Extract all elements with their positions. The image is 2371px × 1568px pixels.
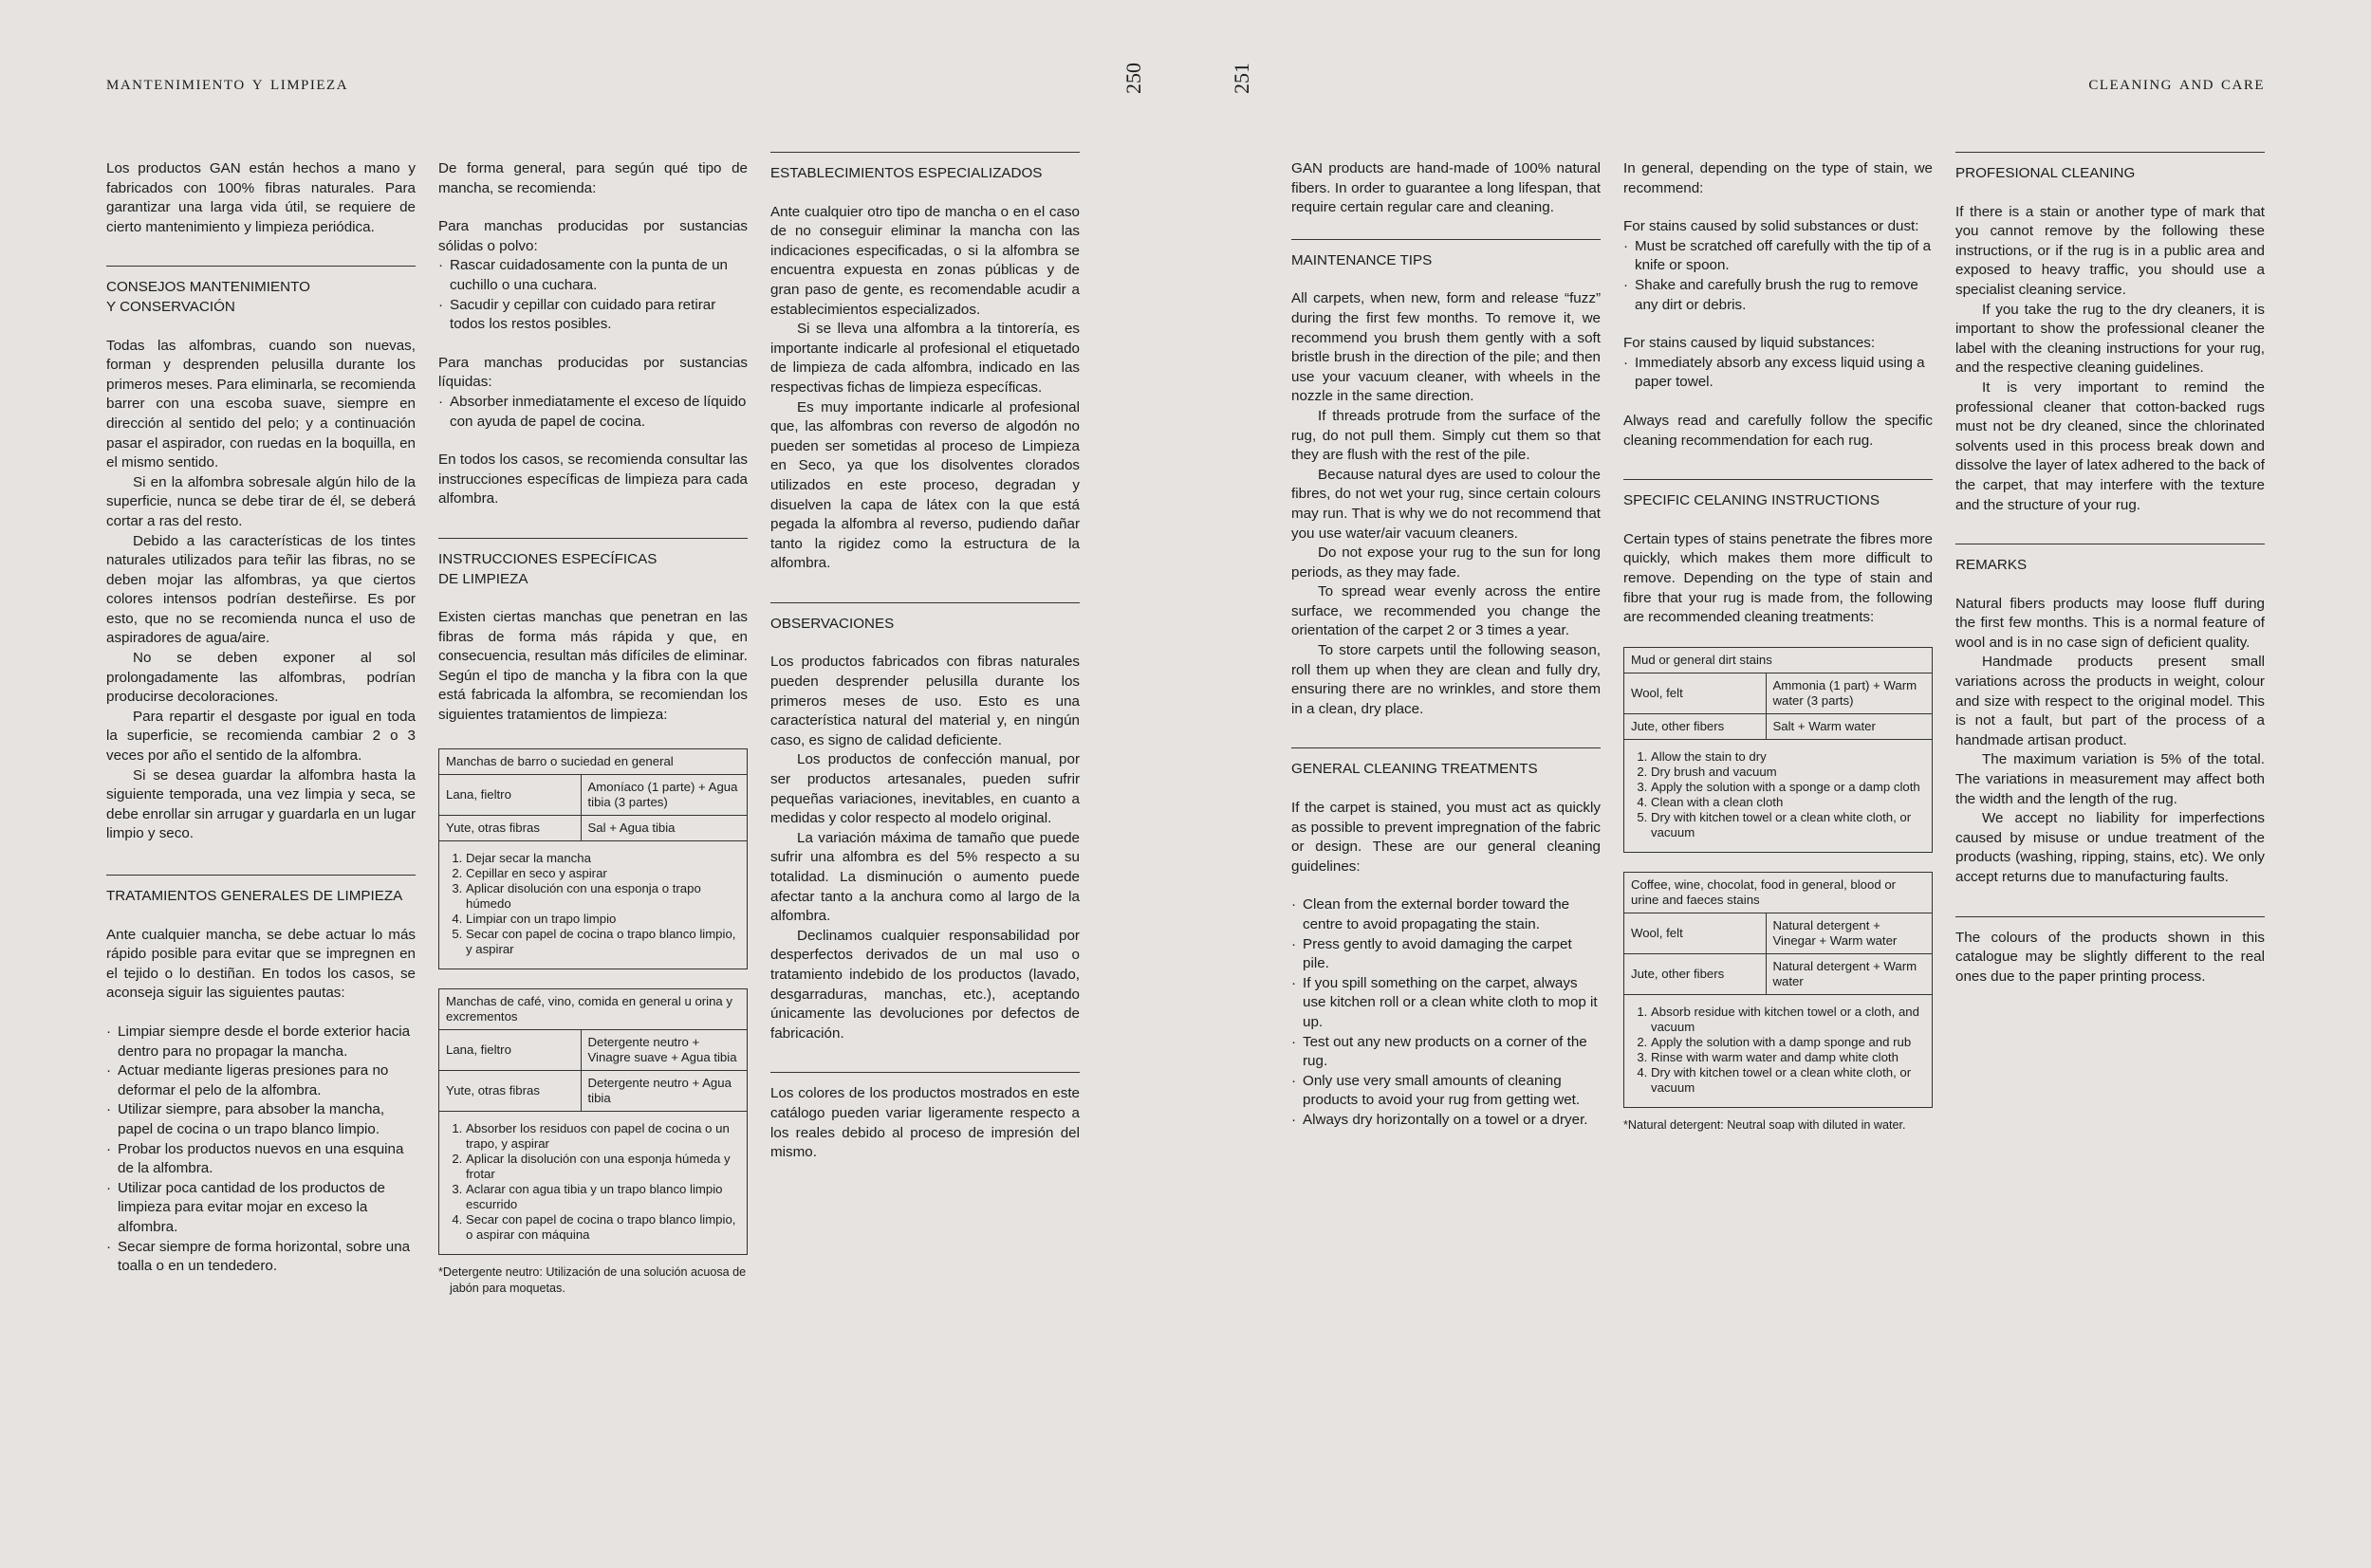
es-pro-3: Es muy importante indicarle al profesional que, las alfombras con reverso de algodón no pueden ser sometidas al proceso de Limpieza en Seco, ya que los disolventes clorados utilizados en este proceso, degradan y disuelven la capa de látex con la que está pegada la alfombra al reverso, pudiendo dañar tanto la rigidez como la estructura de la alfombra.	[770, 398, 1080, 572]
es-general-intro: Ante cualquier mancha, se debe actuar lo más rápido posible para evitar que se impregnen en el tejido o lo destiñan. En todos los casos, se aconseja siguir las siguientes pautas:	[106, 926, 416, 1002]
list-item: 4. Dry with kitchen towel or a clean white cloth, or vacuum	[1651, 1065, 1924, 1096]
es-colors-section	[770, 1072, 1080, 1162]
en-always-read: Always read and carefully follow the specific cleaning recommendation for each rug.	[1623, 412, 1933, 449]
table-header: Manchas de café, vino, comida en general u orina y excrementos	[439, 988, 748, 1029]
table-cell: Wool, felt	[1624, 673, 1767, 713]
list-item: 3. Apply the solution with a sponge or a damp cloth	[1651, 780, 1924, 795]
es-obs-section	[770, 602, 1080, 1043]
list-item: 3. Aclarar con agua tibia y un trapo blanco limpio escurrido	[466, 1182, 739, 1212]
en-tip-5: To spread wear evenly across the entire surface, we recommended you change the orientation of the carpet 2 or 3 times a year.	[1291, 583, 1601, 639]
table-cell: Detergente neutro + Agua tibia	[581, 1070, 748, 1111]
list-item: 3. Rinse with warm water and damp white cloth	[1651, 1050, 1924, 1065]
en-remark-3: The maximum variation is 5% of the total. The variations in measurement may affect both the width and the length of the rug.	[1955, 751, 2265, 807]
en-liquid-list	[1623, 354, 1933, 393]
list-item: 5. Secar con papel de cocina o trapo blanco limpio, y aspirar	[466, 927, 739, 957]
en-pro-3: It is very important to remind the professional cleaner that cotton-backed rugs must not be dry cleaned, since the chlorinated solvents used in this process break down and dissolve the layer of latex adhered to the back of the carpet, that may interfere with the texture and the structure of your rug.	[1955, 378, 2265, 513]
en-pro-1: If there is a stain or another type of mark that you cannot remove by the following these instructions, or if the rug is in a public area and exposed to heavy traffic, you should use a specialist cleaning service.	[1955, 203, 2265, 298]
en-tips-section	[1291, 239, 1601, 720]
list-item: · Test out any new products on a corner of the rug.	[1291, 1033, 1601, 1072]
list-item: · Always dry horizontally on a towel or a dryer.	[1291, 1111, 1601, 1131]
list-item: · Utilizar siempre, para absober la mancha, papel de cocina o un trapo blanco limpio.	[106, 1100, 416, 1139]
es-obs-2: Los productos de confección manual, por ser productos artesanales, pueden sufrir pequeñas variaciones, inevitables, en cuanto a medidas y color respecto al modelo original.	[770, 751, 1080, 827]
es-column-2	[438, 159, 748, 1297]
es-general-list	[106, 1023, 416, 1277]
en-specific-intro: Certain types of stains penetrate the fibres more quickly, which makes them more difficult to remove. Depending on the type of stain and fibre that your rug is made from, the following are recommended cleaning treatments:	[1623, 530, 1933, 626]
es-specific-intro: Existen ciertas manchas que penetran en las fibras de forma más rápida y que, en consecuencia, resultan más difíciles de eliminar. Según el tipo de mancha y la fibra con la que está fabricada la alfombra, se recomiendan los siguientes tratamientos de limpieza:	[438, 609, 748, 724]
es-intro: Los productos GAN están hechos a mano y fabricados con 100% fibras naturales. Para garantizar una larga vida útil, se requiere de cierto mantenimiento y limpieza periódica.	[106, 160, 416, 235]
list-item: · Actuar mediante ligeras presiones para no deformar el pelo de la alfombra.	[106, 1061, 416, 1100]
es-specific-section	[438, 538, 748, 1297]
table-steps	[1624, 994, 1933, 1107]
list-item: · Secar siempre de forma horizontal, sobre una toalla o en un tendedero.	[106, 1238, 416, 1277]
en-pro-title: PROFESIONAL CLEANING	[1955, 165, 2136, 181]
list-item: · Shake and carefully brush the rug to remove any dirt or debris.	[1623, 276, 1933, 315]
table-cell: Amoníaco (1 parte) + Agua tibia (3 partes)	[581, 774, 748, 815]
en-tip-6: To store carpets until the following season, roll them up when they are clean and fully dry, ensuring there are no wrinkles, and store them in a clean, dry place.	[1291, 642, 1601, 717]
en-pro-section	[1955, 152, 2265, 515]
en-column-2	[1623, 159, 1933, 1134]
list-item: 2. Aplicar la disolución con una esponja húmeda y frotar	[466, 1152, 739, 1182]
list-item: 1. Absorber los residuos con papel de cocina o un trapo, y aspirar	[466, 1121, 739, 1152]
en-tip-4: Do not expose your rug to the sun for long periods, as they may fade.	[1291, 544, 1601, 581]
table-cell: Natural detergent + Vinegar + Warm water	[1766, 913, 1933, 953]
left-page-number: 250	[1121, 63, 1145, 94]
en-remark-2: Handmade products present small variations across the products in weight, colour and size with respect to the original model. This is not a fault, but part of the process of a handmade artisan product.	[1955, 654, 2265, 748]
es-obs-1: Los productos fabricados con fibras naturales pueden desprender pelusilla durante los primeros meses de uso. Esto es una característica natural del material y, en ningún caso, es signo de calidad deficiente.	[770, 654, 1080, 748]
es-tip-1: Todas las alfombras, cuando son nuevas, forman y desprenden pelusilla durante los primeros meses. Para eliminarla, se recomienda barrer con una escoba suave, siempre en dirección al sentido del pelo; y a continuación pasar el aspirador, con ruedas en la boquilla, en el mismo sentido.	[106, 337, 416, 471]
list-item: 2. Dry brush and vacuum	[1651, 765, 1924, 780]
es-tips-section	[106, 266, 416, 844]
list-item: · Must be scratched off carefully with the tip of a knife or spoon.	[1623, 237, 1933, 276]
en-table-coffee	[1623, 872, 1933, 1108]
es-tip-5: Para repartir el desgaste por igual en toda la superficie, se recomienda cambiar 2 o 3 veces por año el sentido de la alfombra.	[106, 708, 416, 765]
list-item: · Immediately absorb any excess liquid using a paper towel.	[1623, 354, 1933, 393]
list-item: · Rascar cuidadosamente con la punta de un cuchillo o una cuchara.	[438, 256, 748, 295]
en-general-intro: If the carpet is stained, you must act as quickly as possible to prevent impregnation of the fabric or design. These are our general cleaning guidelines:	[1291, 800, 1601, 875]
es-pro-2: Si se lleva una alfombra a la tintorería, es importante indicarle al profesional el etiquetado de limpieza de cada alfombra, indicado en las respectivas fichas de limpieza específicas.	[770, 321, 1080, 396]
es-obs-3: La variación máxima de tamaño que puede sufrir una alfombra es del 5% respecto a su totalidad. La disminución o aumento puede afectar tanto a la anchura como al largo de la alfombra.	[770, 829, 1080, 925]
en-general-section	[1291, 747, 1601, 1130]
en-solid-intro: For stains caused by solid substances or dust:	[1623, 218, 1919, 235]
es-general-section	[106, 875, 416, 1277]
es-table-coffee	[438, 988, 748, 1255]
table-steps	[439, 1111, 748, 1254]
es-specific-title-1: INSTRUCCIONES ESPECÍFICAS	[438, 550, 658, 567]
en-specific-section	[1623, 479, 1933, 1134]
en-tip-3: Because natural dyes are used to colour the fibres, do not wet your rug, since certain colours may run. That is why we do not recommend that you use water/air vacuum cleaners.	[1291, 466, 1601, 542]
es-tips-title-1: CONSEJOS MANTENIMIENTO	[106, 279, 310, 296]
en-colors-section	[1955, 916, 2265, 987]
en-specific-title: SPECIFIC CELANING INSTRUCTIONS	[1623, 492, 1880, 509]
list-item: · If you spill something on the carpet, always use kitchen roll or a clean white cloth to mop it up.	[1291, 974, 1601, 1033]
list-item: 1. Absorb residue with kitchen towel or a cloth, and vacuum	[1651, 1005, 1924, 1035]
list-item: 2. Apply the solution with a damp sponge and rub	[1651, 1035, 1924, 1050]
list-item: · Clean from the external border toward the centre to avoid propagating the stain.	[1291, 895, 1601, 934]
es-by-stain-intro: De forma general, para según qué tipo de mancha, se recomienda:	[438, 160, 748, 196]
es-tips-title-2: Y CONSERVACIÓN	[106, 298, 235, 315]
es-solid-intro: Para manchas producidas por sustancias sólidas o polvo:	[438, 218, 748, 254]
table-cell: Lana, fieltro	[439, 774, 582, 815]
en-remarks-title: REMARKS	[1955, 557, 2028, 574]
list-item: 4. Limpiar con un trapo limpio	[466, 912, 739, 927]
en-remarks-section	[1955, 544, 2265, 888]
es-column-3	[770, 152, 1080, 1163]
en-remark-4: We accept no liability for imperfections caused by misuse or undue treatment of the products (washing, ripping, stains, etc). We only accept returns due to manufacturing faults.	[1955, 810, 2265, 885]
es-table-mud	[438, 748, 748, 969]
list-item: · Only use very small amounts of cleaning products to avoid your rug from getting wet.	[1291, 1072, 1601, 1111]
es-obs-4: Declinamos cualquier responsabilidad por desperfectos derivados de un mal uso o tratamiento indebido de los productos (lavado, desgarraduras, manchas, etc.), aceptando únicamente las devoluciones por defectos de fabricación.	[770, 927, 1080, 1042]
list-item: · Press gently to avoid damaging the carpet pile.	[1291, 935, 1601, 974]
list-item: 5. Dry with kitchen towel or a clean white cloth, or vacuum	[1651, 810, 1924, 840]
table-cell: Sal + Agua tibia	[581, 815, 748, 840]
list-item: · Probar los productos nuevos en una esquina de la alfombra.	[106, 1140, 416, 1179]
en-liquid-intro: For stains caused by liquid substances:	[1623, 335, 1876, 352]
es-tip-6: Si se desea guardar la alfombra hasta la siguiente temporada, una vez limpia y seca, se debe enrollar sin arrugar y guardarla en un lugar limpio y seco.	[106, 766, 416, 842]
list-item: 4. Clean with a clean cloth	[1651, 795, 1924, 810]
list-item: 3. Aplicar disolución con una esponja o trapo húmedo	[466, 881, 739, 912]
table-header: Mud or general dirt stains	[1624, 647, 1933, 673]
es-footnote: *Detergente neutro: Utilización de una solución acuosa de jabón para moquetas.	[438, 1264, 747, 1295]
table-steps	[1624, 739, 1933, 852]
en-by-stain-intro: In general, depending on the type of stain, we recommend:	[1623, 160, 1933, 196]
es-general-title: TRATAMIENTOS GENERALES DE LIMPIEZA	[106, 888, 403, 904]
es-liquid-intro: Para manchas producidas por sustancias líquidas:	[438, 354, 748, 391]
en-colors: The colours of the products shown in this catalogue may be slightly different to the real ones due to the paper printing process.	[1955, 929, 2265, 985]
es-all-cases: En todos los casos, se recomienda consultar las instrucciones específicas de limpieza para cada alfombra.	[438, 452, 748, 507]
en-column-3	[1955, 152, 2265, 987]
es-colors: Los colores de los productos mostrados en este catálogo pueden variar ligeramente respecto a los reales debido al proceso de impresión del mismo.	[770, 1085, 1080, 1161]
table-header: Manchas de barro o suciedad en general	[439, 748, 748, 774]
en-general-list	[1291, 895, 1601, 1130]
en-remark-1: Natural fibers products may loose fluff during the first few months. This is a normal feature of wool and is in no case sign of deficient quality.	[1955, 595, 2265, 651]
es-pro-section	[770, 152, 1080, 574]
en-column-1	[1291, 159, 1601, 1131]
table-cell: Ammonia (1 part) + Warm water (3 parts)	[1766, 673, 1933, 713]
table-header: Coffee, wine, chocolat, food in general, blood or urine and faeces stains	[1624, 872, 1933, 913]
en-intro: GAN products are hand-made of 100% natural fibers. In order to guarantee a long lifespan, that require certain regular care and cleaning.	[1291, 160, 1601, 216]
es-liquid-list	[438, 393, 748, 432]
table-steps	[439, 840, 748, 968]
table-cell: Salt + Warm water	[1766, 713, 1933, 739]
table-cell: Yute, otras fibras	[439, 1070, 582, 1111]
table-cell: Natural detergent + Warm water	[1766, 953, 1933, 994]
es-pro-title: ESTABLECIMIENTOS ESPECIALIZADOS	[770, 165, 1043, 181]
list-item: 1. Allow the stain to dry	[1651, 749, 1924, 765]
es-tip-2: Si en la alfombra sobresale algún hilo de la superficie, nunca se debe tirar de él, se deberá cortar a ras del resto.	[106, 473, 416, 529]
en-footnote: *Natural detergent: Neutral soap with diluted in water.	[1623, 1117, 1906, 1132]
en-tip-1: All carpets, when new, form and release “fuzz” during the first few months. To remove it, we recommend you brush them gently with a soft bristle brush in the direction of the pile; and then use your vacuum cleaner, with wheels in the nozzle in the same direction.	[1291, 290, 1601, 405]
es-tip-4: No se deben exponer al sol prolongadamente las alfombras, podrían producirse decoloraciones.	[106, 650, 416, 706]
list-item: 1. Dejar secar la mancha	[466, 851, 739, 866]
es-column-1	[106, 159, 416, 1277]
left-running-title: mantenimiento y limpieza	[106, 70, 349, 94]
es-pro-1: Ante cualquier otro tipo de mancha o en el caso de no conseguir eliminar la mancha con las indicaciones especificadas, o si la alfombra se encuentra expuesta en zonas públicas y de gran paso de gente, es recomendable acudir a establecimientos especializados.	[770, 203, 1080, 318]
list-item: 4. Secar con papel de cocina o trapo blanco limpio, o aspirar con máquina	[466, 1212, 739, 1243]
table-cell: Jute, other fibers	[1624, 713, 1767, 739]
es-solid-list	[438, 256, 748, 334]
table-cell: Yute, otras fibras	[439, 815, 582, 840]
list-item: · Limpiar siempre desde el borde exterior hacia dentro para no propagar la mancha.	[106, 1023, 416, 1061]
table-cell: Wool, felt	[1624, 913, 1767, 953]
en-general-title: GENERAL CLEANING TREATMENTS	[1291, 761, 1538, 778]
list-item: · Utilizar poca cantidad de los productos de limpieza para evitar mojar en exceso la alfombra.	[106, 1179, 416, 1238]
es-tip-3: Debido a las características de los tintes naturales utilizados para teñir las fibras, no se deben mojar las alfombras, ya que ciertos colores intensos podrían desteñirse. Es por esto, que no se recomienda nunca el uso de aspiradores de agua/aire.	[106, 532, 416, 647]
en-tips-title: MAINTENANCE TIPS	[1291, 251, 1433, 268]
table-cell: Detergente neutro + Vinagre suave + Agua tibia	[581, 1029, 748, 1070]
es-specific-title-2: DE LIMPIEZA	[438, 570, 528, 587]
en-table-mud	[1623, 647, 1933, 853]
table-cell: Lana, fieltro	[439, 1029, 582, 1070]
en-tip-2: If threads protrude from the surface of the rug, do not pull them. Simply cut them so that they are flush with the rest of the pile.	[1291, 407, 1601, 464]
list-item: · Sacudir y cepillar con cuidado para retirar todos los restos posibles.	[438, 296, 748, 335]
list-item: 2. Cepillar en seco y aspirar	[466, 866, 739, 881]
right-running-title: cleaning and care	[2088, 70, 2265, 94]
en-solid-list	[1623, 237, 1933, 315]
table-cell: Jute, other fibers	[1624, 953, 1767, 994]
en-pro-2: If you take the rug to the dry cleaners, it is important to show the professional cleaner the label with the cleaning instructions for your rug, and the respective cleaning guidelines.	[1955, 301, 2265, 377]
es-obs-title: OBSERVACIONES	[770, 615, 895, 632]
right-page-number: 251	[1230, 63, 1253, 94]
list-item: · Absorber inmediatamente el exceso de líquido con ayuda de papel de cocina.	[438, 393, 748, 432]
